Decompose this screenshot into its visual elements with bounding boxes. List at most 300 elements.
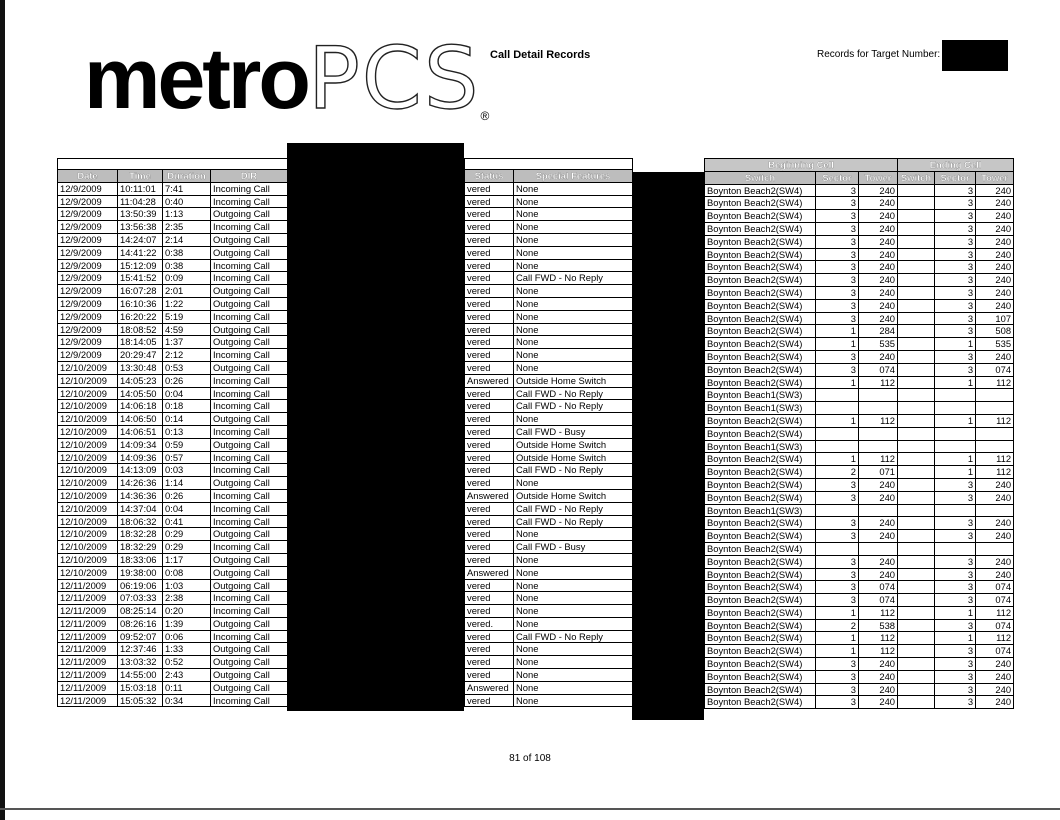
column-header: Special Features bbox=[514, 170, 633, 183]
table-cell: 15:12:09 bbox=[118, 259, 163, 272]
table-cell: 0:04 bbox=[163, 502, 211, 515]
table-cell: 0:52 bbox=[163, 656, 211, 669]
scan-bottom-line bbox=[0, 808, 1060, 810]
table-cell: vered bbox=[465, 502, 514, 515]
table-cell: 240 bbox=[976, 184, 1014, 197]
table-cell: Boynton Beach2(SW4) bbox=[705, 286, 816, 299]
table-cell: None bbox=[514, 195, 633, 208]
table-cell: Boynton Beach1(SW3) bbox=[705, 504, 816, 517]
table-row bbox=[705, 325, 1014, 338]
table-cell: vered bbox=[465, 643, 514, 656]
table-row bbox=[465, 489, 633, 502]
table-row bbox=[58, 528, 288, 541]
table-row bbox=[58, 502, 288, 515]
table-cell: Call FWD - No Reply bbox=[514, 515, 633, 528]
table-cell: 3 bbox=[816, 568, 859, 581]
table-row bbox=[58, 515, 288, 528]
table-cell: 0:14 bbox=[163, 413, 211, 426]
table-cell: Outgoing Call bbox=[211, 669, 288, 682]
table-cell: 1 bbox=[816, 325, 859, 338]
table-cell: 12/9/2009 bbox=[58, 208, 118, 221]
table-row bbox=[465, 297, 633, 310]
table-cell: vered bbox=[465, 528, 514, 541]
table-cell: 240 bbox=[976, 658, 1014, 671]
table-cell: Boynton Beach2(SW4) bbox=[705, 517, 816, 530]
table-row bbox=[705, 197, 1014, 210]
column-header: Time bbox=[118, 170, 163, 183]
redaction-number-columns bbox=[287, 143, 464, 711]
table-cell: 3 bbox=[935, 325, 976, 338]
table-cell: None bbox=[514, 566, 633, 579]
table-cell: vered bbox=[465, 400, 514, 413]
table-cell: Outside Home Switch bbox=[514, 374, 633, 387]
table-row bbox=[465, 515, 633, 528]
table-cell: 112 bbox=[976, 376, 1014, 389]
table-row bbox=[465, 656, 633, 669]
table-cell: Boynton Beach1(SW3) bbox=[705, 440, 816, 453]
table-cell bbox=[976, 542, 1014, 555]
table-cell: Outgoing Call bbox=[211, 438, 288, 451]
table-row bbox=[465, 323, 633, 336]
table-cell bbox=[898, 530, 935, 543]
table-row bbox=[465, 425, 633, 438]
table-row bbox=[705, 491, 1014, 504]
table-cell: Incoming Call bbox=[211, 694, 288, 707]
column-header: DIR bbox=[211, 170, 288, 183]
table-row bbox=[58, 669, 288, 682]
table-cell: None bbox=[514, 553, 633, 566]
table-row bbox=[705, 299, 1014, 312]
table-row bbox=[705, 594, 1014, 607]
table-cell: 15:41:52 bbox=[118, 272, 163, 285]
table-cell: 14:05:50 bbox=[118, 387, 163, 400]
table-cell bbox=[935, 427, 976, 440]
metropcs-logo: metroPCS® bbox=[84, 29, 490, 129]
table-cell: 1 bbox=[935, 466, 976, 479]
table-cell: 112 bbox=[859, 453, 898, 466]
table-cell: 15:05:32 bbox=[118, 694, 163, 707]
table-row bbox=[58, 323, 288, 336]
table-cell: 0:08 bbox=[163, 566, 211, 579]
table-cell bbox=[898, 402, 935, 415]
table-cell: vered bbox=[465, 669, 514, 682]
table-row bbox=[58, 656, 288, 669]
table-cell: 3 bbox=[816, 197, 859, 210]
table-cell: 12/10/2009 bbox=[58, 502, 118, 515]
table-cell bbox=[898, 184, 935, 197]
table-cell: 3 bbox=[816, 286, 859, 299]
table-row bbox=[705, 363, 1014, 376]
table-cell: Incoming Call bbox=[211, 310, 288, 323]
table-cell: 12/9/2009 bbox=[58, 297, 118, 310]
table-cell: Outgoing Call bbox=[211, 566, 288, 579]
table-cell: Outgoing Call bbox=[211, 285, 288, 298]
table-row bbox=[58, 259, 288, 272]
table-row bbox=[58, 374, 288, 387]
table-cell: 240 bbox=[859, 235, 898, 248]
table-row bbox=[705, 427, 1014, 440]
table-cell: Boynton Beach2(SW4) bbox=[705, 338, 816, 351]
table-cell: 14:36:36 bbox=[118, 489, 163, 502]
table-row bbox=[58, 541, 288, 554]
table-cell: 11:04:28 bbox=[118, 195, 163, 208]
table-cell: Boynton Beach2(SW4) bbox=[705, 427, 816, 440]
table-cell: vered bbox=[465, 195, 514, 208]
table-row bbox=[705, 530, 1014, 543]
table-cell bbox=[898, 299, 935, 312]
table-cell: 14:09:36 bbox=[118, 451, 163, 464]
table-cell bbox=[816, 389, 859, 402]
table-cell: 3 bbox=[935, 197, 976, 210]
table-cell: vered bbox=[465, 605, 514, 618]
table-cell: Answered bbox=[465, 374, 514, 387]
table-cell: 13:30:48 bbox=[118, 361, 163, 374]
table-cell: 12/10/2009 bbox=[58, 413, 118, 426]
table-cell bbox=[898, 376, 935, 389]
table-cell: 09:52:07 bbox=[118, 630, 163, 643]
table-row bbox=[58, 579, 288, 592]
table-cell: 240 bbox=[859, 491, 898, 504]
table-cell: 240 bbox=[976, 530, 1014, 543]
table-cell: 1 bbox=[816, 632, 859, 645]
table-cell: 112 bbox=[859, 606, 898, 619]
table-cell: 074 bbox=[976, 619, 1014, 632]
table-cell: 12/10/2009 bbox=[58, 515, 118, 528]
table-cell: None bbox=[514, 323, 633, 336]
table-cell: Incoming Call bbox=[211, 592, 288, 605]
table-row bbox=[465, 579, 633, 592]
table-cell: Call FWD - No Reply bbox=[514, 387, 633, 400]
table-cell: 3 bbox=[935, 491, 976, 504]
table-cell: 3 bbox=[935, 619, 976, 632]
table-cell: vered bbox=[465, 464, 514, 477]
table-cell: vered bbox=[465, 323, 514, 336]
table-cell: vered bbox=[465, 553, 514, 566]
column-header: Duration bbox=[163, 170, 211, 183]
table-cell: Boynton Beach2(SW4) bbox=[705, 197, 816, 210]
table-cell bbox=[898, 197, 935, 210]
table-cell: 240 bbox=[976, 350, 1014, 363]
table-row bbox=[465, 195, 633, 208]
table-row bbox=[58, 349, 288, 362]
table-cell: 14:13:09 bbox=[118, 464, 163, 477]
table-cell: Incoming Call bbox=[211, 259, 288, 272]
table-row bbox=[58, 681, 288, 694]
table-cell: 12/9/2009 bbox=[58, 272, 118, 285]
table-cell: 0:38 bbox=[163, 246, 211, 259]
table-cell bbox=[935, 440, 976, 453]
table-cell: 3 bbox=[816, 517, 859, 530]
table-cell: Boynton Beach2(SW4) bbox=[705, 594, 816, 607]
table-cell bbox=[898, 658, 935, 671]
table-cell: 1 bbox=[816, 645, 859, 658]
table-cell: Call FWD - No Reply bbox=[514, 400, 633, 413]
table-cell: None bbox=[514, 233, 633, 246]
table-row bbox=[705, 402, 1014, 415]
table-cell: vered bbox=[465, 630, 514, 643]
table-cell: 112 bbox=[976, 466, 1014, 479]
table-cell: 240 bbox=[976, 696, 1014, 709]
table-row bbox=[465, 310, 633, 323]
table-cell: None bbox=[514, 361, 633, 374]
table-cell: vered bbox=[465, 349, 514, 362]
table-cell bbox=[898, 222, 935, 235]
table-cell bbox=[898, 389, 935, 402]
table-cell: Incoming Call bbox=[211, 451, 288, 464]
table-cell: 240 bbox=[859, 210, 898, 223]
table-cell bbox=[816, 440, 859, 453]
table-cell: 240 bbox=[859, 286, 898, 299]
table-cell: 3 bbox=[935, 478, 976, 491]
table-row bbox=[58, 400, 288, 413]
table-cell: 0:06 bbox=[163, 630, 211, 643]
page-number: 81 of 108 bbox=[509, 753, 551, 764]
table-cell: 0:20 bbox=[163, 605, 211, 618]
table-cell: 0:53 bbox=[163, 361, 211, 374]
table-cell: None bbox=[514, 413, 633, 426]
table-cell: 14:09:34 bbox=[118, 438, 163, 451]
table-cell: 12/10/2009 bbox=[58, 489, 118, 502]
table-row bbox=[705, 517, 1014, 530]
table-cell: 240 bbox=[976, 670, 1014, 683]
table-cell bbox=[898, 414, 935, 427]
table-cell: None bbox=[514, 669, 633, 682]
table-cell: 3 bbox=[935, 517, 976, 530]
table-cell: 3 bbox=[935, 210, 976, 223]
table-cell bbox=[935, 389, 976, 402]
table-row bbox=[705, 389, 1014, 402]
table-cell: 3 bbox=[816, 581, 859, 594]
table-cell: Boynton Beach2(SW4) bbox=[705, 632, 816, 645]
table-cell: None bbox=[514, 182, 633, 195]
table-cell bbox=[898, 619, 935, 632]
table-cell: 13:03:32 bbox=[118, 656, 163, 669]
table-cell: 1 bbox=[935, 338, 976, 351]
table-cell: 112 bbox=[976, 414, 1014, 427]
table-cell: vered bbox=[465, 438, 514, 451]
table-cell: Incoming Call bbox=[211, 195, 288, 208]
table-cell: 7:41 bbox=[163, 182, 211, 195]
table-cell bbox=[816, 402, 859, 415]
table-cell: Outgoing Call bbox=[211, 246, 288, 259]
table-cell bbox=[898, 594, 935, 607]
table-cell: None bbox=[514, 477, 633, 490]
table-cell: 3 bbox=[816, 363, 859, 376]
table-cell: 14:06:50 bbox=[118, 413, 163, 426]
table-row bbox=[58, 272, 288, 285]
table-cell: 3 bbox=[935, 645, 976, 658]
table-cell: 3 bbox=[935, 184, 976, 197]
table-cell: Boynton Beach2(SW4) bbox=[705, 555, 816, 568]
table-cell bbox=[898, 274, 935, 287]
table-cell: 2:12 bbox=[163, 349, 211, 362]
table-row bbox=[58, 297, 288, 310]
table-cell: Incoming Call bbox=[211, 630, 288, 643]
table-cell: None bbox=[514, 592, 633, 605]
table-cell: 0:26 bbox=[163, 374, 211, 387]
table-cell: 1 bbox=[816, 414, 859, 427]
table-row bbox=[705, 466, 1014, 479]
table-cell: Boynton Beach2(SW4) bbox=[705, 645, 816, 658]
table-cell: 12/10/2009 bbox=[58, 425, 118, 438]
table-cell: 14:06:51 bbox=[118, 425, 163, 438]
table-cell: Incoming Call bbox=[211, 605, 288, 618]
table-row bbox=[58, 387, 288, 400]
table-cell bbox=[898, 542, 935, 555]
table-cell: Incoming Call bbox=[211, 541, 288, 554]
table-cell bbox=[935, 504, 976, 517]
table-row bbox=[465, 438, 633, 451]
table-cell: 14:05:23 bbox=[118, 374, 163, 387]
table-cell: 074 bbox=[976, 645, 1014, 658]
table-cell: Outgoing Call bbox=[211, 656, 288, 669]
table-cell: vered bbox=[465, 272, 514, 285]
table-cell: 112 bbox=[976, 632, 1014, 645]
table-cell: 074 bbox=[976, 594, 1014, 607]
table-row bbox=[58, 617, 288, 630]
call-table-right bbox=[704, 158, 1014, 709]
table-cell: Outgoing Call bbox=[211, 361, 288, 374]
table-row bbox=[705, 210, 1014, 223]
table-cell: Call FWD - No Reply bbox=[514, 502, 633, 515]
table-row bbox=[58, 643, 288, 656]
table-row bbox=[465, 477, 633, 490]
table-cell: 1 bbox=[935, 414, 976, 427]
table-cell: 3 bbox=[935, 299, 976, 312]
table-cell bbox=[898, 440, 935, 453]
table-row bbox=[58, 694, 288, 707]
table-cell: 3 bbox=[935, 312, 976, 325]
table-cell: 12/10/2009 bbox=[58, 438, 118, 451]
table-cell: 14:37:04 bbox=[118, 502, 163, 515]
table-cell: 3 bbox=[816, 555, 859, 568]
table-row bbox=[465, 451, 633, 464]
table-cell: 0:40 bbox=[163, 195, 211, 208]
table-cell: None bbox=[514, 681, 633, 694]
table-cell: vered bbox=[465, 221, 514, 234]
table-cell: 071 bbox=[859, 466, 898, 479]
table-cell: Boynton Beach2(SW4) bbox=[705, 466, 816, 479]
table-row bbox=[705, 581, 1014, 594]
table-row bbox=[705, 606, 1014, 619]
table-cell bbox=[898, 478, 935, 491]
table-row bbox=[58, 285, 288, 298]
table-cell: 12:37:46 bbox=[118, 643, 163, 656]
table-row bbox=[465, 361, 633, 374]
table-row bbox=[465, 349, 633, 362]
table-row bbox=[705, 658, 1014, 671]
table-cell: Outgoing Call bbox=[211, 617, 288, 630]
table-cell: 0:04 bbox=[163, 387, 211, 400]
table-cell: Call FWD - No Reply bbox=[514, 630, 633, 643]
table-cell: 3 bbox=[816, 350, 859, 363]
table-cell: 2:38 bbox=[163, 592, 211, 605]
table-cell: Outgoing Call bbox=[211, 528, 288, 541]
table-cell bbox=[898, 235, 935, 248]
table-cell: vered bbox=[465, 592, 514, 605]
table-cell: 074 bbox=[859, 581, 898, 594]
table-cell: 3 bbox=[935, 235, 976, 248]
table-cell: 112 bbox=[859, 645, 898, 658]
table-row bbox=[465, 336, 633, 349]
table-row bbox=[705, 338, 1014, 351]
table-cell bbox=[976, 440, 1014, 453]
table-cell: Boynton Beach2(SW4) bbox=[705, 222, 816, 235]
table-row bbox=[465, 272, 633, 285]
table-cell: 3 bbox=[935, 555, 976, 568]
table-cell: vered bbox=[465, 579, 514, 592]
table-cell: 240 bbox=[859, 517, 898, 530]
table-row bbox=[58, 592, 288, 605]
table-cell: 16:07:28 bbox=[118, 285, 163, 298]
table-cell: 14:06:18 bbox=[118, 400, 163, 413]
table-cell: vered bbox=[465, 208, 514, 221]
table-cell: 12/9/2009 bbox=[58, 246, 118, 259]
table-cell: vered bbox=[465, 515, 514, 528]
table-row bbox=[705, 619, 1014, 632]
table-row bbox=[58, 425, 288, 438]
table-row bbox=[58, 208, 288, 221]
table-cell: vered bbox=[465, 541, 514, 554]
table-cell: 240 bbox=[859, 555, 898, 568]
table-cell: Outgoing Call bbox=[211, 477, 288, 490]
table-cell: 3 bbox=[816, 696, 859, 709]
table-cell: Call FWD - No Reply bbox=[514, 272, 633, 285]
table-cell: 240 bbox=[859, 683, 898, 696]
table-cell: 2:43 bbox=[163, 669, 211, 682]
table-cell: 12/9/2009 bbox=[58, 336, 118, 349]
table-cell bbox=[898, 517, 935, 530]
table-cell: 12/10/2009 bbox=[58, 451, 118, 464]
beginning-cell-header: Beginning Cell bbox=[705, 159, 898, 172]
table-cell: vered bbox=[465, 297, 514, 310]
table-row bbox=[465, 528, 633, 541]
table-cell: 12/9/2009 bbox=[58, 182, 118, 195]
table-cell: 240 bbox=[859, 350, 898, 363]
table-cell: 12/11/2009 bbox=[58, 669, 118, 682]
table-cell: 12/10/2009 bbox=[58, 387, 118, 400]
table-row bbox=[705, 286, 1014, 299]
table-row bbox=[705, 440, 1014, 453]
table-cell: None bbox=[514, 605, 633, 618]
table-row bbox=[465, 400, 633, 413]
table-cell: 3 bbox=[816, 222, 859, 235]
table-cell: vered bbox=[465, 182, 514, 195]
table-cell bbox=[898, 338, 935, 351]
table-cell: 535 bbox=[976, 338, 1014, 351]
table-cell: Outside Home Switch bbox=[514, 438, 633, 451]
table-cell: 12/9/2009 bbox=[58, 323, 118, 336]
table-cell: 12/10/2009 bbox=[58, 361, 118, 374]
column-header: Switch bbox=[705, 171, 816, 184]
table-cell: Boynton Beach2(SW4) bbox=[705, 350, 816, 363]
table-cell bbox=[859, 542, 898, 555]
target-number-label: Records for Target Number: bbox=[817, 49, 941, 60]
table-cell: 240 bbox=[859, 568, 898, 581]
table-cell: 1 bbox=[935, 632, 976, 645]
table-cell: 3 bbox=[935, 248, 976, 261]
table-cell: 06:19:06 bbox=[118, 579, 163, 592]
table-cell: 14:55:00 bbox=[118, 669, 163, 682]
table-cell: 240 bbox=[859, 530, 898, 543]
table-cell bbox=[898, 581, 935, 594]
table-cell: 14:26:36 bbox=[118, 477, 163, 490]
table-cell: 3 bbox=[816, 184, 859, 197]
table-cell: Outgoing Call bbox=[211, 553, 288, 566]
table-cell: Outgoing Call bbox=[211, 643, 288, 656]
table-cell: 112 bbox=[859, 632, 898, 645]
table-cell: 0:13 bbox=[163, 425, 211, 438]
